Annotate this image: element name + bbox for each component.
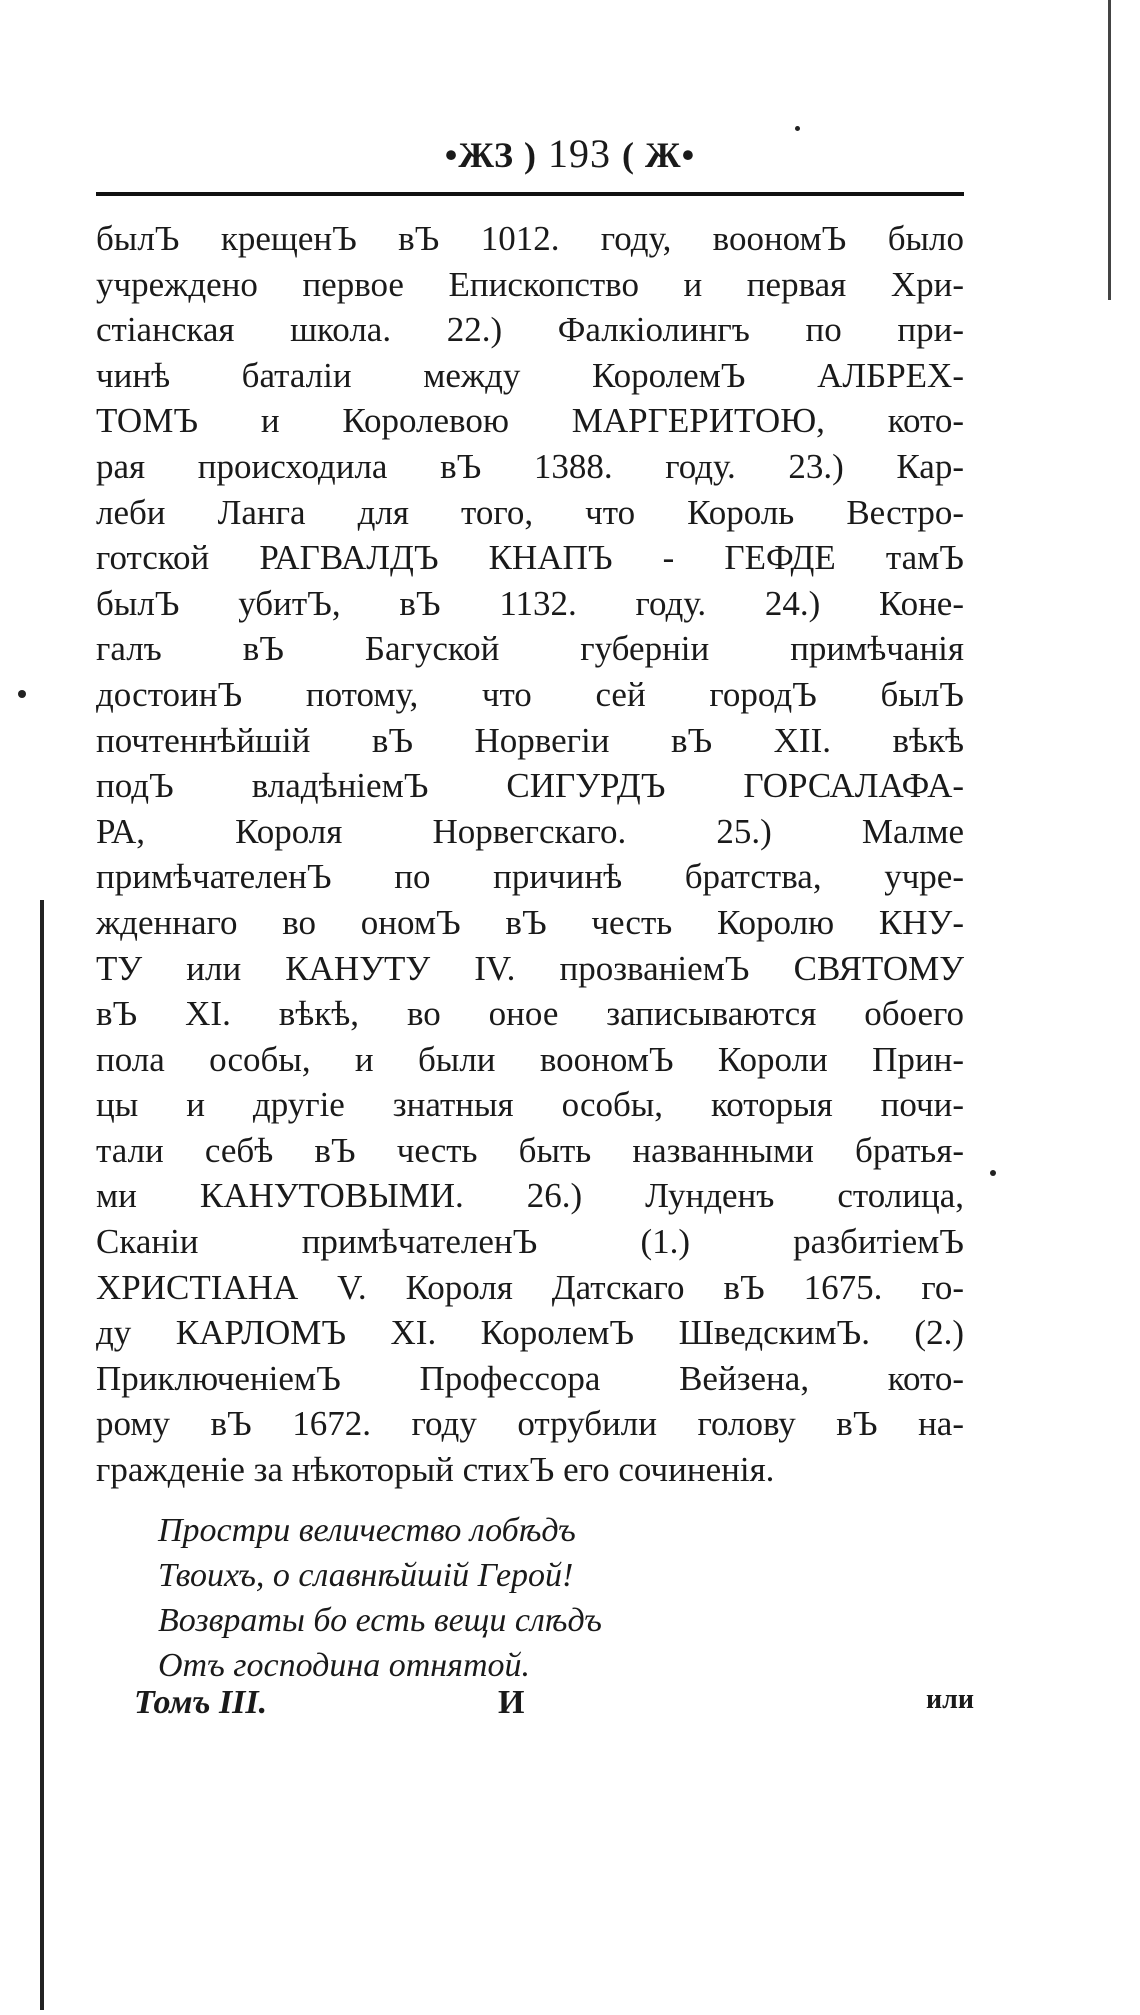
text-line: подЪ владѣніемЪ СИГУРДЪ ГОРСАЛАФА-: [96, 766, 964, 806]
text-line: учреждено первое Епископство и первая Хри-: [96, 264, 964, 304]
verse-line: Простри величество лобѣдъ: [158, 1512, 576, 1549]
text-line: ПриключеніемЪ Профессора Вейзена, кото-: [96, 1358, 964, 1398]
text-line: достоинЪ потому, что сей городЪ былЪ: [96, 674, 964, 714]
text-line: почтеннѣйшій вЪ Норвегіи вЪ XII. вѣкѣ: [96, 720, 964, 760]
text-line: РА, Короля Норвегскаго. 25.) Малме: [96, 811, 964, 851]
text-line: стіанская школа. 22.) Фалкіолингъ по при-: [96, 310, 964, 350]
scan-speck: [990, 1170, 996, 1176]
text-line: готской РАГВАЛДЪ КНАПЪ - ГЕФДЕ тамЪ: [96, 538, 964, 578]
header-ornament-left: •ЖЗ ): [444, 135, 538, 175]
text-line: ХРИСТІАНА V. Короля Датскаго вЪ 1675. го-: [96, 1267, 964, 1307]
header-rule: [96, 192, 964, 196]
catchword: или: [926, 1684, 974, 1715]
scan-edge-left: [40, 900, 44, 2010]
header-ornament-right: ( Ж•: [622, 135, 696, 175]
text-line: ду КАРЛОМЪ XI. КоролемЪ ШведскимЪ. (2.): [96, 1313, 964, 1353]
sheet-mark: И: [498, 1684, 525, 1721]
running-header: [0, 130, 1140, 177]
verse-quotation: [158, 1508, 858, 1688]
text-line: гражденіе за нѣкоторый стихЪ его сочиненія.: [96, 1450, 775, 1490]
text-line: вЪ XI. вѣкѣ, во оное записываются обоего: [96, 994, 964, 1034]
text-line: рому вЪ 1672. году отрубили голову вЪ на-: [96, 1404, 964, 1444]
volume-signature: Томъ III.: [134, 1684, 268, 1721]
text-line: Сканіи примѣчателенЪ (1.) разбитіемЪ: [96, 1222, 964, 1262]
text-line: цы и другіе знатныя особы, которыя почи-: [96, 1085, 964, 1125]
text-line: ми КАНУТОВЫМИ. 26.) Лунденъ столица,: [96, 1176, 964, 1216]
text-line: тали себѣ вЪ честь быть названными братья-: [96, 1130, 964, 1170]
scan-speck: [18, 690, 26, 698]
text-line: рая происходила вЪ 1388. году. 23.) Кар-: [96, 446, 964, 486]
text-line: ТОМЪ и Королевою МАРГЕРИТОЮ, кото-: [96, 401, 964, 441]
verse-line: Отъ господина отнятой.: [158, 1647, 531, 1684]
text-line: былЪ крещенЪ вЪ 1012. году, воономЪ было: [96, 219, 964, 258]
text-line: былЪ убитЪ, вЪ 1132. году. 24.) Конe-: [96, 583, 964, 623]
text-line: чинѣ баталіи между КоролемЪ АЛБРЕХ-: [96, 355, 964, 395]
text-line: пола особы, и были воономЪ Короли Прин-: [96, 1039, 964, 1079]
text-line: ТУ или КАНУТУ IV. прозваніемЪ СВЯТОМУ: [96, 948, 964, 988]
text-line: примѣчателенЪ по причинѣ братства, учре-: [96, 857, 964, 897]
page-number: 193: [548, 131, 612, 176]
text-line: леби Ланга для того, что Король Вестро-: [96, 492, 964, 532]
text-line: жденнаго во ономЪ вЪ честь Королю КНУ-: [96, 902, 964, 942]
body-text: [96, 216, 964, 1493]
text-line: галъ вЪ Багуской губерніи примѣчанія: [96, 629, 964, 669]
page-footer: [134, 1684, 974, 1732]
verse-line: Твоихъ, о славнѣйшій Герой!: [158, 1557, 574, 1594]
verse-line: Возвраты бо есть вещи слѣдъ: [158, 1602, 602, 1639]
